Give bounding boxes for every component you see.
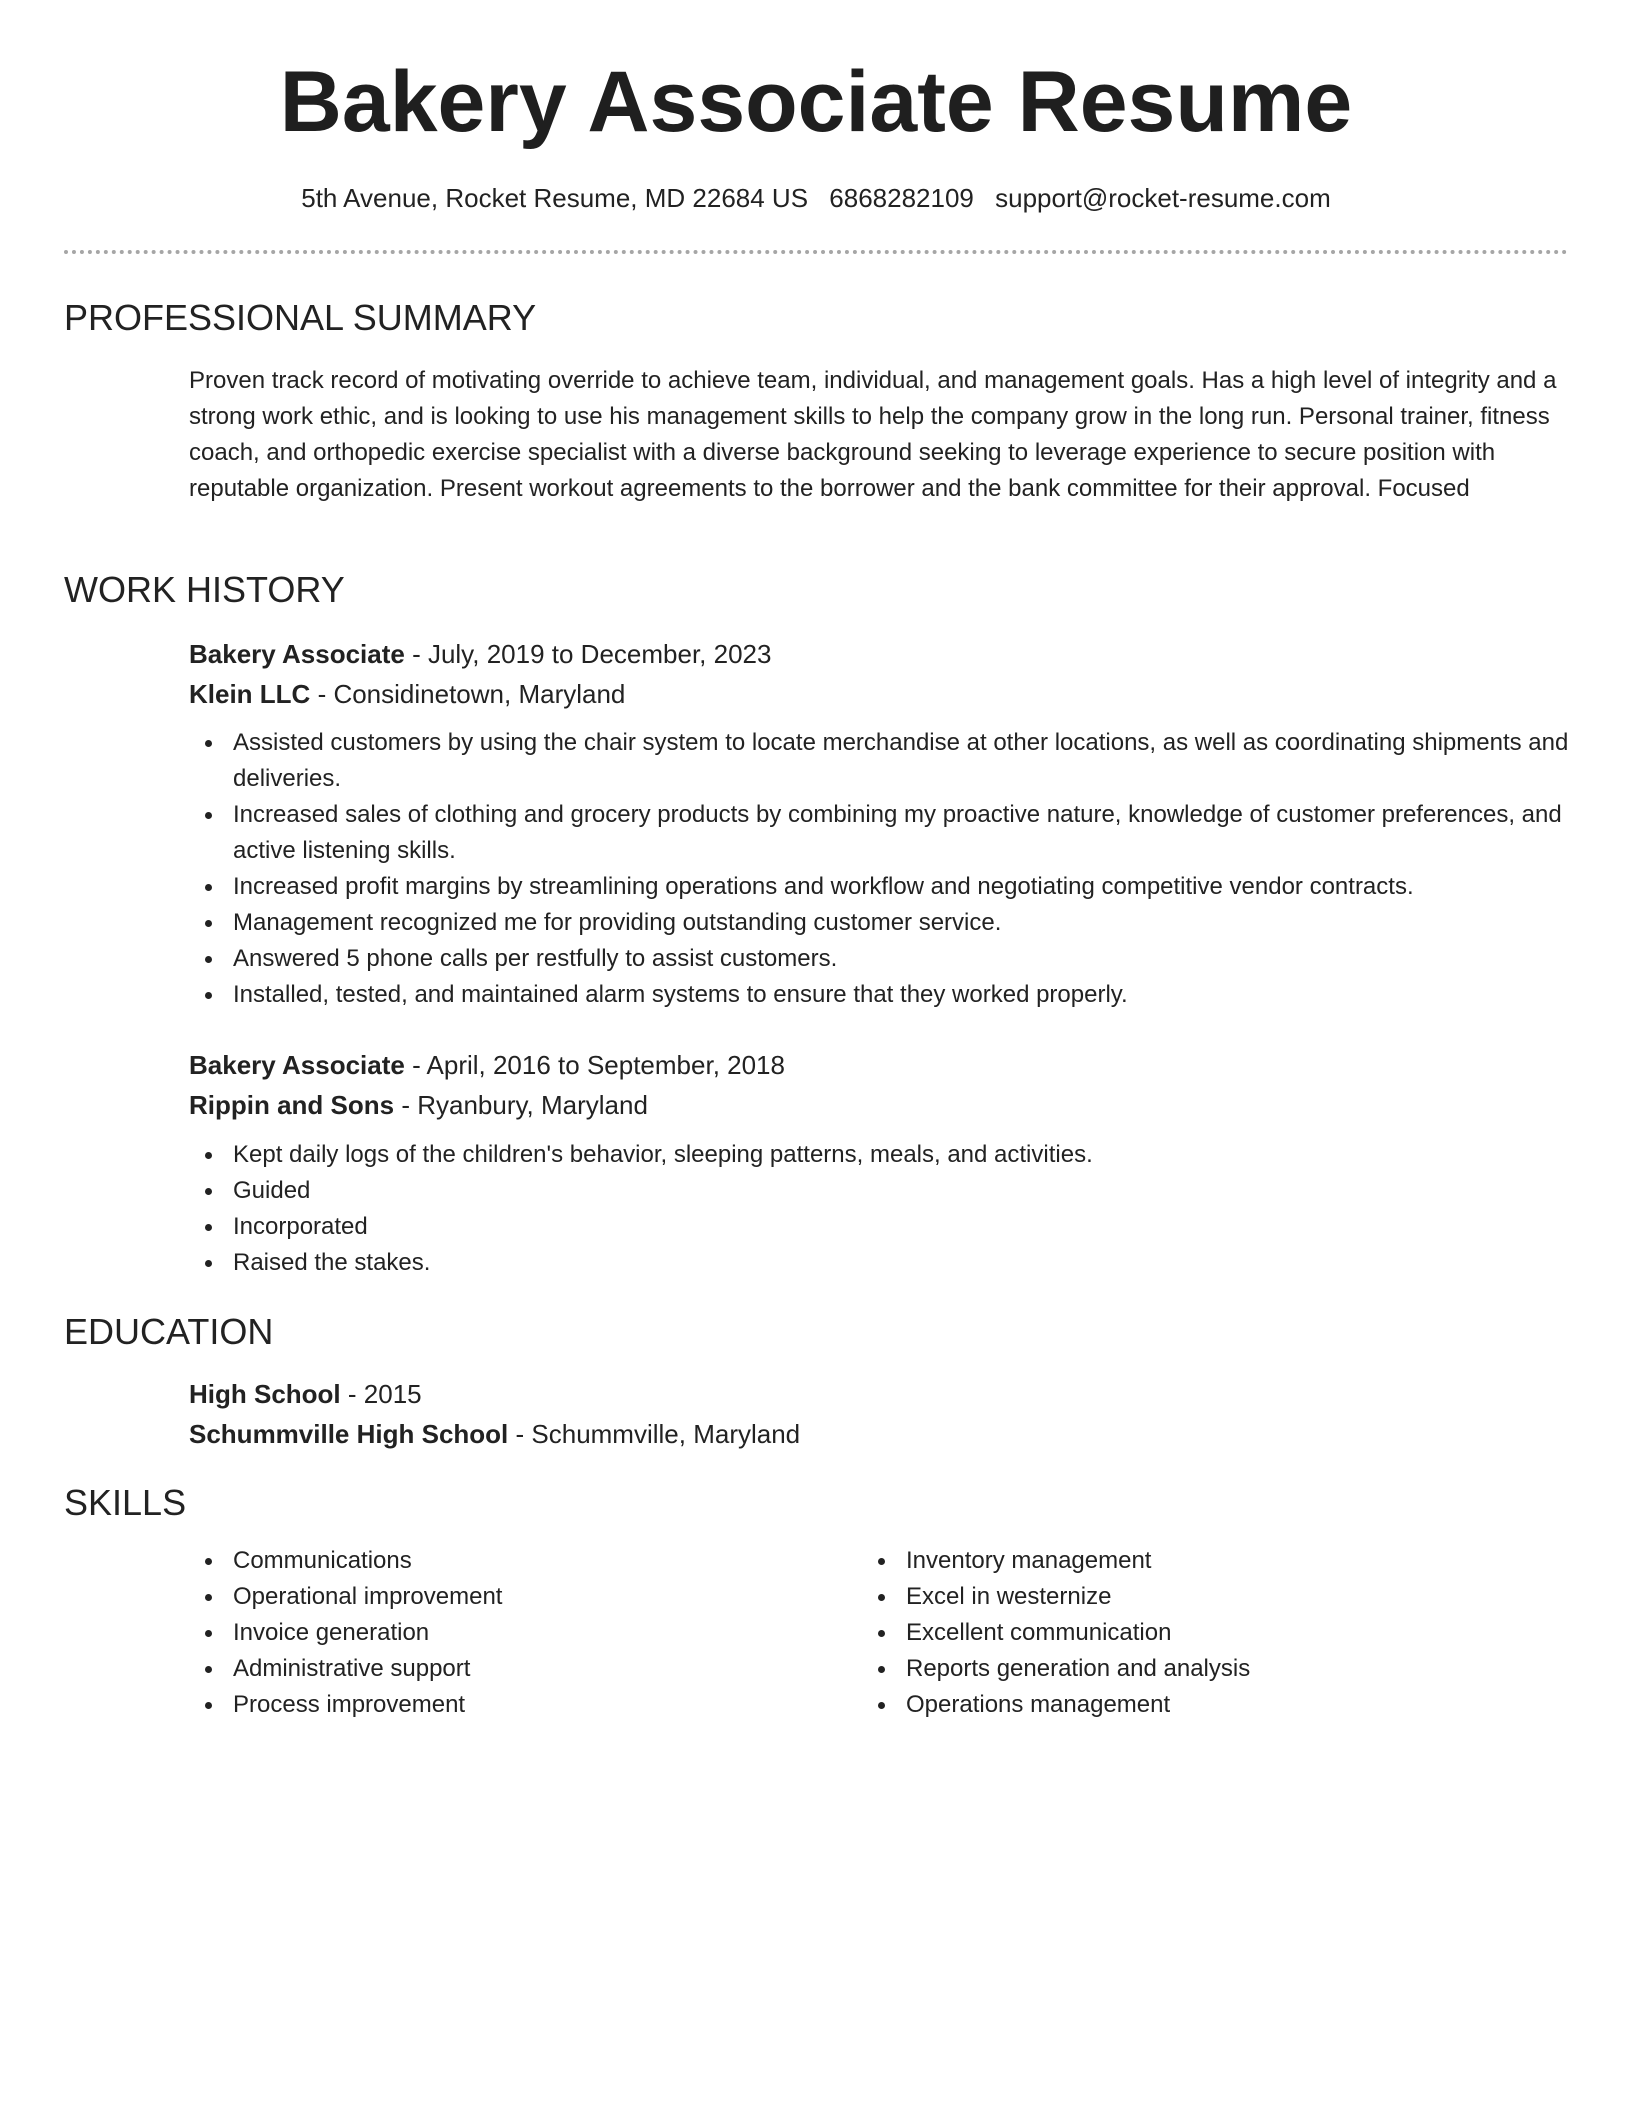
list-item: Incorporated [189, 1209, 1569, 1245]
education-degree-line [189, 1374, 1569, 1414]
job-location: - Ryanbury, Maryland [394, 1090, 648, 1120]
skill-item: Excellent communication [862, 1615, 1502, 1651]
skill-item: Inventory management [862, 1543, 1502, 1579]
education-entry [189, 1374, 1569, 1454]
list-item: Kept daily logs of the children's behavior, sleeping patterns, meals, and activities. [189, 1137, 1569, 1173]
job-bullets [189, 1137, 1569, 1281]
skills-heading: SKILLS [64, 1482, 187, 1523]
education-school: Schummville High School [189, 1419, 509, 1449]
job-dates: - April, 2016 to September, 2018 [404, 1050, 785, 1080]
job-company: Rippin and Sons [189, 1090, 395, 1120]
skill-item: Invoice generation [189, 1615, 829, 1651]
contact-phone: 6868282109 [829, 183, 974, 213]
resume-title: Bakery Associate Resume [279, 54, 1353, 150]
list-item: Installed, tested, and maintained alarm systems to ensure that they worked properly. [189, 977, 1569, 1013]
list-item: Assisted customers by using the chair system to locate merchandise at other locations, as well as coordinating shipments and deliveries. [189, 725, 1569, 797]
skills-column-left [189, 1543, 829, 1723]
job-bullets [189, 725, 1569, 1013]
list-item: Raised the stakes. [189, 1245, 1569, 1281]
job-title: Bakery Associate [189, 1050, 405, 1080]
job-bullet-list [189, 1137, 1569, 1281]
job-company: Klein LLC [189, 679, 311, 709]
list-item: Answered 5 phone calls per restfully to assist customers. [189, 941, 1569, 977]
skills-list [862, 1543, 1502, 1723]
job-entry [189, 1045, 1569, 1125]
skill-item: Administrative support [189, 1651, 829, 1687]
job-title-line [189, 634, 1569, 674]
education-location: - Schummville, Maryland [508, 1419, 801, 1449]
education-year: - 2015 [340, 1379, 422, 1409]
job-entry [189, 634, 1569, 714]
skill-item: Communications [189, 1543, 829, 1579]
job-company-line [189, 674, 1569, 714]
job-bullet-list [189, 725, 1569, 1013]
education-school-line [189, 1414, 1569, 1454]
job-title: Bakery Associate [189, 639, 405, 669]
skill-item: Operations management [862, 1687, 1502, 1723]
skill-item: Operational improvement [189, 1579, 829, 1615]
list-item: Guided [189, 1173, 1569, 1209]
work-history-heading: WORK HISTORY [64, 569, 345, 610]
job-title-line [189, 1045, 1569, 1085]
job-company-line [189, 1085, 1569, 1125]
skills-list [189, 1543, 829, 1723]
education-degree: High School [189, 1379, 341, 1409]
summary-heading: PROFESSIONAL SUMMARY [64, 297, 537, 338]
skill-item: Reports generation and analysis [862, 1651, 1502, 1687]
job-dates: - July, 2019 to December, 2023 [404, 639, 772, 669]
summary-text: Proven track record of motivating override to achieve team, individual, and management goals. Has a high level of integrity and a strong work ethic, and is looking to use his management skills to help the company grow in the long run. Personal trainer, fitness coach, and orthopedic exercise specialist with a diverse background seeking to leverage experience to secure position with reputable organization. Present workout agreements to the borrower and the bank committee for their approval. Focused [189, 367, 1557, 502]
education-heading: EDUCATION [64, 1311, 274, 1352]
contact-line [0, 180, 1632, 216]
contact-address: 5th Avenue, Rocket Resume, MD 22684 US [301, 183, 809, 213]
skill-item: Process improvement [189, 1687, 829, 1723]
list-item: Increased sales of clothing and grocery products by combining my proactive nature, knowledge of customer preferences, and active listening skills. [189, 797, 1569, 869]
header-divider [64, 250, 1568, 254]
skills-column-right [862, 1543, 1502, 1723]
list-item: Management recognized me for providing outstanding customer service. [189, 905, 1569, 941]
skill-item: Excel in westernize [862, 1579, 1502, 1615]
job-location: - Considinetown, Maryland [310, 679, 626, 709]
contact-email: support@rocket-resume.com [995, 183, 1331, 213]
list-item: Increased profit margins by streamlining operations and workflow and negotiating competitive vendor contracts. [189, 869, 1569, 905]
